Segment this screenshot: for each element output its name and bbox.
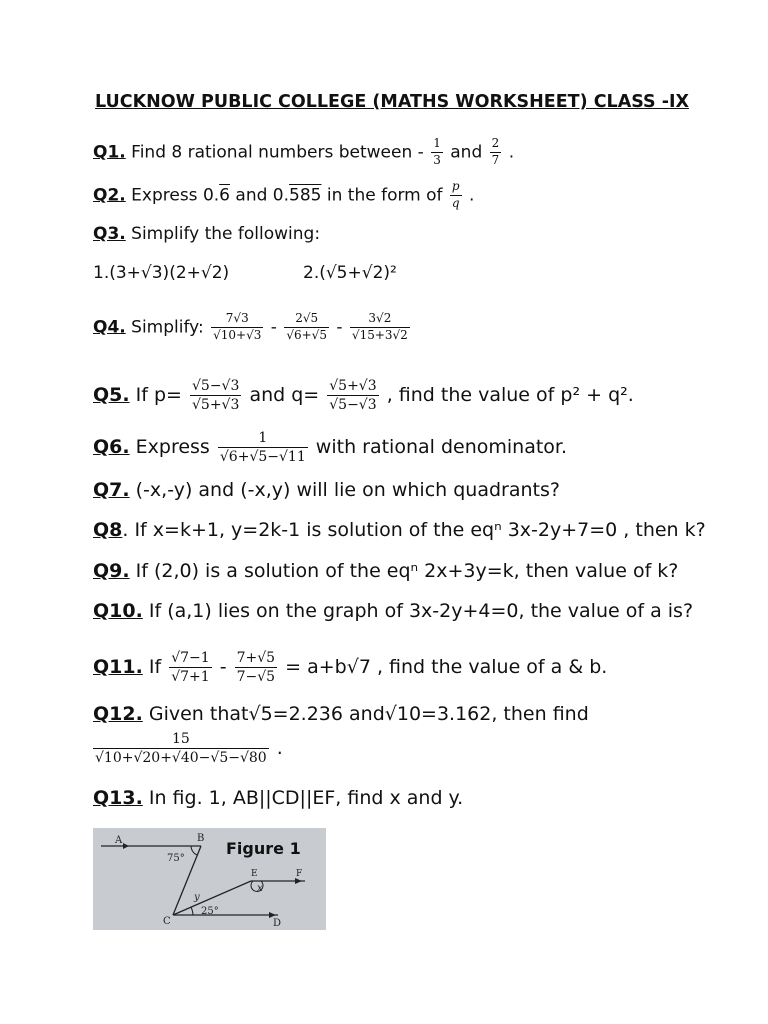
question-7 xyxy=(93,481,560,500)
question-text: If (a,1) lies on the graph of 3x-2y+4=0, the value of a is? xyxy=(148,600,694,622)
label-c: C xyxy=(163,916,171,927)
numerator: 3√2 xyxy=(368,311,392,325)
question-5 xyxy=(93,378,634,413)
fraction xyxy=(490,137,502,168)
question-6 xyxy=(93,430,567,465)
fraction xyxy=(450,180,462,211)
label-f: F xyxy=(296,869,303,879)
worksheet-title: LUCKNOW PUBLIC COLLEGE (MATHS WORKSHEET) CLASS -IX xyxy=(95,92,690,112)
denominator: √7+1 xyxy=(171,669,210,686)
question-text: If p= xyxy=(135,384,182,407)
and-text: and xyxy=(450,142,483,163)
question-label: Q11. xyxy=(93,656,143,679)
label-a: A xyxy=(115,835,123,846)
numerator: 1 xyxy=(258,430,268,446)
question-text: with rational denominator. xyxy=(315,436,568,459)
question-4 xyxy=(93,312,412,343)
question-2 xyxy=(93,180,474,211)
fraction xyxy=(327,378,378,413)
question-label: Q6. xyxy=(93,436,130,459)
repeating-digits: 6 xyxy=(219,185,230,206)
question-text: in the form of xyxy=(326,185,443,206)
figure-diagram xyxy=(93,828,326,930)
numerator: 7+√5 xyxy=(236,650,276,666)
question-text: If xyxy=(148,656,162,679)
fraction xyxy=(211,312,263,343)
fraction xyxy=(190,378,241,413)
figure-1 xyxy=(93,828,326,930)
question-text: Express xyxy=(135,436,210,459)
question-11 xyxy=(93,650,607,685)
question-text: , find the value of p² + q². xyxy=(386,384,634,407)
question-label: Q8 xyxy=(93,519,123,541)
question-text: Find 8 rational numbers between - xyxy=(131,142,424,163)
minus-sign: - xyxy=(219,656,227,679)
denominator: 7−√5 xyxy=(236,669,276,686)
numerator: p xyxy=(451,179,460,193)
label-y: y xyxy=(194,892,200,903)
question-label: Q12. xyxy=(93,703,143,725)
numerator: 2 xyxy=(491,136,500,150)
minus-sign: - xyxy=(336,317,343,338)
denominator: √15+3√2 xyxy=(351,327,408,342)
question-3-part-2: 2.(√5+√2)² xyxy=(303,263,397,283)
question-label: Q2. xyxy=(93,185,126,206)
question-text: and q= xyxy=(249,384,320,407)
question-text: Simplify: xyxy=(131,317,204,338)
question-text: Simplify the following: xyxy=(131,224,321,244)
denominator: √5+√3 xyxy=(192,397,240,414)
denominator: √10+√20+√40−√5−√80 xyxy=(95,750,267,767)
question-3-part-1: 1.(3+√3)(2+√2) xyxy=(93,263,230,283)
question-label: Q1. xyxy=(93,142,126,163)
question-10 xyxy=(93,602,693,621)
numerator: √5−√3 xyxy=(192,378,240,394)
question-text: If (2,0) is a solution of the eqⁿ 2x+3y=k, then value of k? xyxy=(135,560,679,582)
label-x: x xyxy=(257,883,263,894)
denominator: √6+√5 xyxy=(286,327,327,342)
question-text: Given that√5=2.236 and√10=3.162, then find xyxy=(148,703,589,725)
question-label: Q5. xyxy=(93,384,130,407)
question-text: = a+b√7 , find the value of a & b. xyxy=(285,656,608,679)
fraction xyxy=(431,137,443,168)
question-text: and 0. xyxy=(235,185,290,206)
fraction xyxy=(169,650,211,685)
numerator: 1 xyxy=(433,136,441,150)
question-1 xyxy=(93,137,514,168)
question-label: Q13. xyxy=(93,787,143,809)
question-8 xyxy=(93,521,706,540)
denominator: √6+√5−√11 xyxy=(219,449,306,466)
question-label: Q9. xyxy=(93,560,130,582)
end-text: . xyxy=(469,185,475,206)
fraction xyxy=(93,731,269,766)
denominator: 7 xyxy=(491,152,500,167)
numerator: √7−1 xyxy=(171,650,210,666)
numerator: 15 xyxy=(171,731,190,747)
question-12-expression xyxy=(93,731,283,766)
question-13 xyxy=(93,789,463,808)
fraction xyxy=(218,430,308,465)
label-angle-25: 25° xyxy=(201,906,219,917)
question-12 xyxy=(93,705,589,724)
question-label: Q10. xyxy=(93,600,143,622)
question-text: . If x=k+1, y=2k-1 is solution of the eqⁿ 3x-2y+7=0 , then k? xyxy=(122,519,706,541)
question-text: Express 0. xyxy=(131,185,220,206)
numerator: 2√5 xyxy=(295,311,319,325)
question-label: Q3. xyxy=(93,224,126,244)
question-label: Q4. xyxy=(93,317,126,338)
question-9 xyxy=(93,562,678,581)
denominator: √10+√3 xyxy=(213,327,262,342)
label-e: E xyxy=(251,869,258,879)
denominator: √5−√3 xyxy=(329,397,377,414)
repeating-digits: 585 xyxy=(289,185,322,206)
numerator: √5+√3 xyxy=(329,378,377,394)
question-text: In fig. 1, AB||CD||EF, find x and y. xyxy=(148,787,464,809)
minus-sign: - xyxy=(270,317,277,338)
label-b: B xyxy=(197,833,205,844)
label-d: D xyxy=(273,918,282,929)
denominator: q xyxy=(451,195,460,210)
numerator: 7√3 xyxy=(225,311,249,325)
end-text: . xyxy=(276,737,283,760)
label-angle-75: 75° xyxy=(167,853,185,864)
question-label: Q7. xyxy=(93,479,130,501)
question-text: (-x,-y) and (-x,y) will lie on which quadrants? xyxy=(135,479,560,501)
denominator: 3 xyxy=(433,152,441,167)
end-text: . xyxy=(508,142,515,163)
figure-caption: Figure 1 xyxy=(226,839,301,858)
fraction xyxy=(350,312,410,343)
fraction xyxy=(235,650,277,685)
fraction xyxy=(284,312,329,343)
question-3 xyxy=(93,226,320,243)
